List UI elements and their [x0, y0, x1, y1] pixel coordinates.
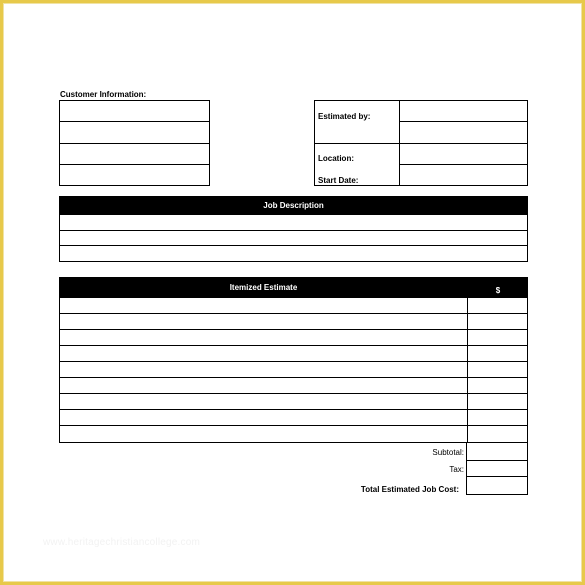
- job-description-header: Job Description: [59, 196, 528, 215]
- job-description-box: [59, 215, 528, 262]
- item-row-divider: [60, 313, 527, 314]
- customer-row-divider: [60, 121, 209, 122]
- estimated-by-label: Estimated by:: [318, 112, 371, 121]
- item-row-divider: [60, 409, 527, 410]
- estimate-info-row-divider: [399, 164, 527, 165]
- amount-column-divider: [467, 298, 468, 442]
- start-date-label: Start Date:: [318, 176, 359, 185]
- subtotal-value-box: [466, 442, 528, 461]
- item-row-divider: [60, 425, 527, 426]
- customer-information-box: [59, 100, 210, 186]
- itemized-estimate-table: [59, 298, 528, 443]
- estimate-info-table: [314, 100, 528, 186]
- total-value-box: [466, 476, 528, 495]
- estimate-info-row-divider: [399, 121, 527, 122]
- item-row-divider: [60, 377, 527, 378]
- customer-row-divider: [60, 164, 209, 165]
- total-estimated-job-cost-label: Total Estimated Job Cost:: [360, 485, 459, 494]
- item-row-divider: [60, 361, 527, 362]
- item-row-divider: [60, 345, 527, 346]
- amount-column-header: $: [468, 277, 528, 298]
- subtotal-label: Subtotal:: [432, 448, 464, 457]
- item-row-divider: [60, 393, 527, 394]
- customer-row-divider: [60, 143, 209, 144]
- location-label: Location:: [318, 154, 354, 163]
- tax-label: Tax:: [449, 465, 464, 474]
- watermark-text: www.heritagechristiancollege.com: [43, 537, 201, 548]
- tax-value-box: [466, 460, 528, 477]
- item-row-divider: [60, 329, 527, 330]
- job-description-row-divider: [60, 245, 527, 246]
- customer-information-label: Customer Information:: [60, 90, 147, 99]
- job-description-row-divider: [60, 230, 527, 231]
- itemized-estimate-header: Itemized Estimate: [59, 277, 468, 298]
- estimate-info-row-divider: [315, 143, 527, 144]
- estimate-form-page: [3, 3, 582, 582]
